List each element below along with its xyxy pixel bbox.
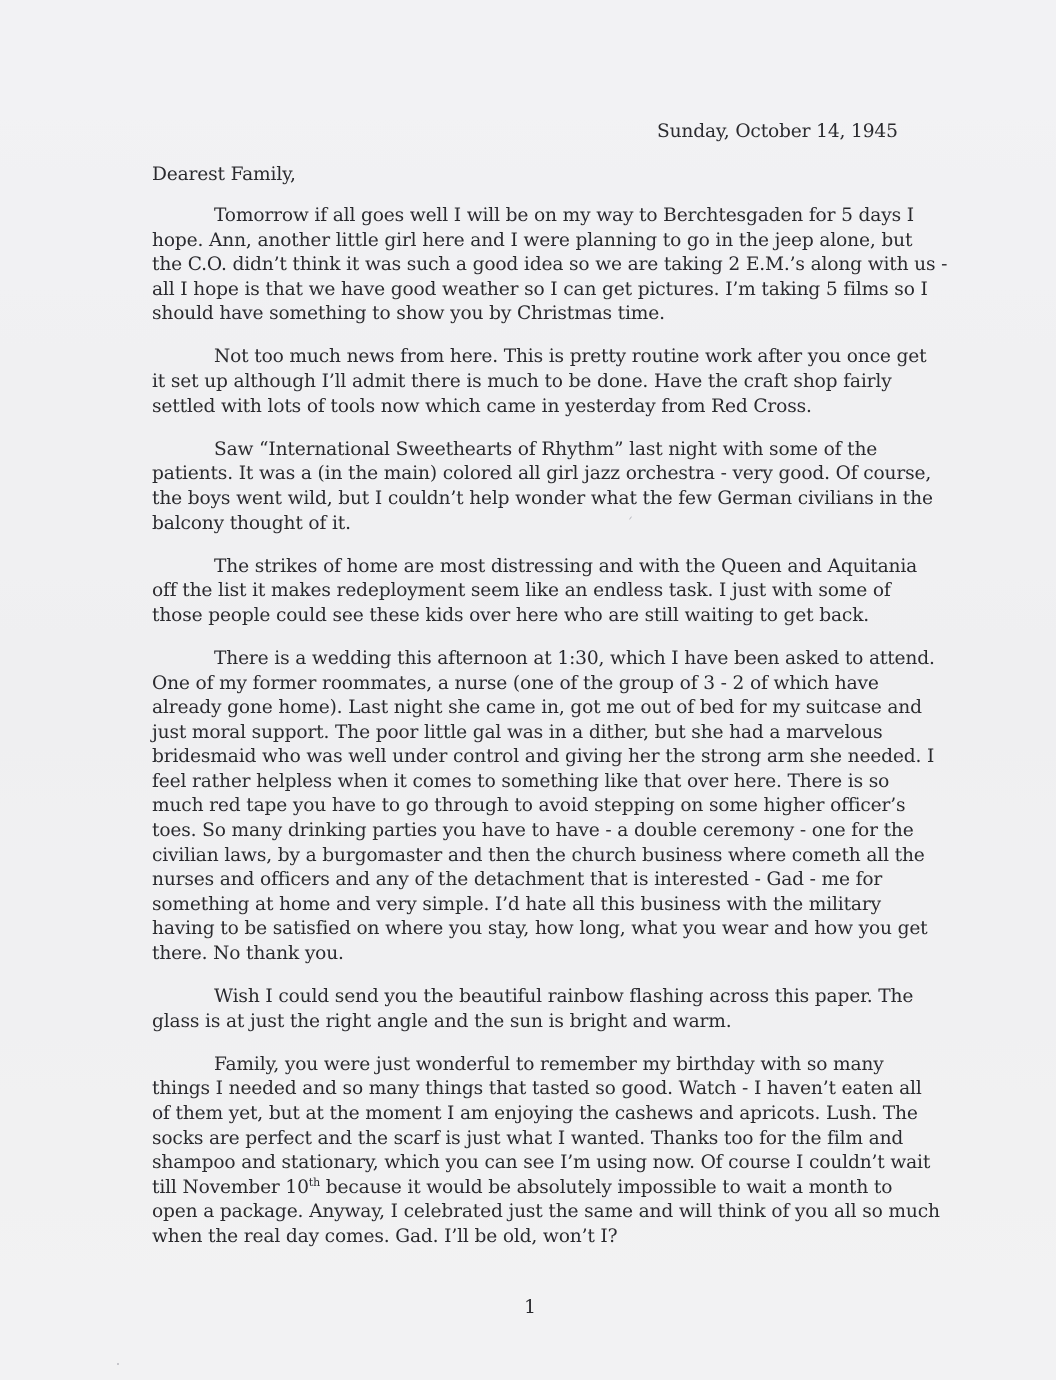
text-line: when the real day comes. Gad. I’ll be old, won’t I? (152, 1225, 618, 1247)
text-line: of them yet, but at the moment I am enjoying the cashews and apricots. Lush. The (152, 1103, 918, 1124)
text-line: feel rather helpless when it comes to something like that over here. There is so (152, 770, 890, 792)
text-line: Not too much news from here. This is pretty routine work after you once get (214, 346, 927, 368)
page-number: 1 (524, 1297, 536, 1318)
letter-body (152, 204, 948, 1268)
text-line: Family, you were just wonderful to remember my birthday with so many (214, 1053, 884, 1075)
text-line: civilian laws, by a burgomaster and then the church business where cometh all the (152, 844, 925, 866)
text-line: nurses and officers and any of the detachment that is interested - Gad - me for (152, 869, 883, 891)
text-line: off the list it makes redeployment seem like an endless task. I just with some of (152, 580, 891, 602)
text-line: Saw “International Sweethearts of Rhythm” last night with some of the (214, 438, 878, 460)
letter-salutation: Dearest Family, (152, 164, 296, 185)
paragraph-1 (152, 204, 948, 327)
text-line: Wish I could send you the beautiful rainbow flashing across this paper. The (214, 986, 914, 1008)
text-line: all I hope is that we have good weather so I can get pictures. I’m taking 5 films so I (152, 278, 928, 300)
paragraph-2 (152, 345, 927, 419)
text-line: balcony thought of it. (152, 512, 351, 534)
paper-speck (117, 1363, 119, 1365)
text-line: One of my former roommates, a nurse (one of the group of 3 - 2 of which have (152, 672, 879, 694)
paragraph-4 (152, 555, 918, 629)
text-line: patients. It was a (in the main) colored all girl jazz orchestra - very good. Of course, (152, 463, 932, 485)
text-line: something at home and very simple. I’d hate all this business with the military (152, 893, 881, 915)
text-line: just moral support. The poor little gal was in a dither, but she had a marvelous (152, 721, 883, 743)
text-line: hope. Ann, another little girl here and I were planning to go in the jeep alone, but (152, 229, 913, 251)
text-line: settled with lots of tools now which came in yesterday from Red Cross. (152, 395, 812, 417)
text-line: there. No thank you. (152, 943, 344, 965)
ordinal-superscript: th (308, 1175, 321, 1189)
text-line: much red tape you have to go through to avoid stepping on some higher officer’s (152, 795, 906, 817)
text-line: open a package. Anyway, I celebrated just the same and will think of you all so much (152, 1201, 940, 1223)
paragraph-3 (152, 438, 933, 536)
text-line: those people could see these kids over here who are still waiting to get back. (152, 604, 870, 626)
text-line: already gone home). Last night she came in, got me out of bed for my suitcase and (152, 697, 922, 719)
text-line: things I needed and so many things that tasted so good. Watch - I haven’t eaten all (152, 1078, 922, 1100)
text-line: shampoo and stationary, which you can see I’m using now. Of course I couldn’t wait (152, 1152, 931, 1174)
text-line: bridesmaid who was well under control and giving her the strong arm she needed. I (152, 746, 935, 768)
paragraph-7 (152, 1053, 940, 1250)
text-line-with-superscript (152, 1176, 912, 1201)
text-line: Tomorrow if all goes well I will be on my way to Berchtesgaden for 5 days I (214, 205, 914, 226)
text-line: having to be satisfied on where you stay, how long, what you wear and how you get (152, 918, 928, 940)
paragraph-6 (152, 985, 912, 1034)
text-line: the boys went wild, but I couldn’t help wonder what the few German civilians in the (152, 487, 933, 509)
text-line: There is a wedding this afternoon at 1:30, which I have been asked to attend. (214, 647, 935, 669)
text-line: The strikes of home are most distressing and with the Queen and Aquitania (214, 555, 918, 577)
text-line: glass is at just the right angle and the sun is bright and warm. (152, 1010, 732, 1032)
text-line: should have something to show you by Christmas time. (152, 303, 665, 325)
paragraph-5 (152, 647, 935, 967)
text-line: toes. So many drinking parties you have to have - a double ceremony - one for the (152, 820, 914, 842)
text-line: the C.O. didn’t think it was such a good idea so we are taking 2 E.M.’s along with us - (152, 254, 948, 276)
letter-date: Sunday, October 14, 1945 (657, 121, 898, 142)
text-line: socks are perfect and the scarf is just what I wanted. Thanks too for the film and (152, 1127, 904, 1149)
text-fragment: because it would be absolutely impossible to wait a month to (320, 1176, 893, 1198)
text-fragment: till November 10 (152, 1176, 309, 1198)
text-line: it set up although I’ll admit there is much to be done. Have the craft shop fairly (152, 371, 892, 393)
